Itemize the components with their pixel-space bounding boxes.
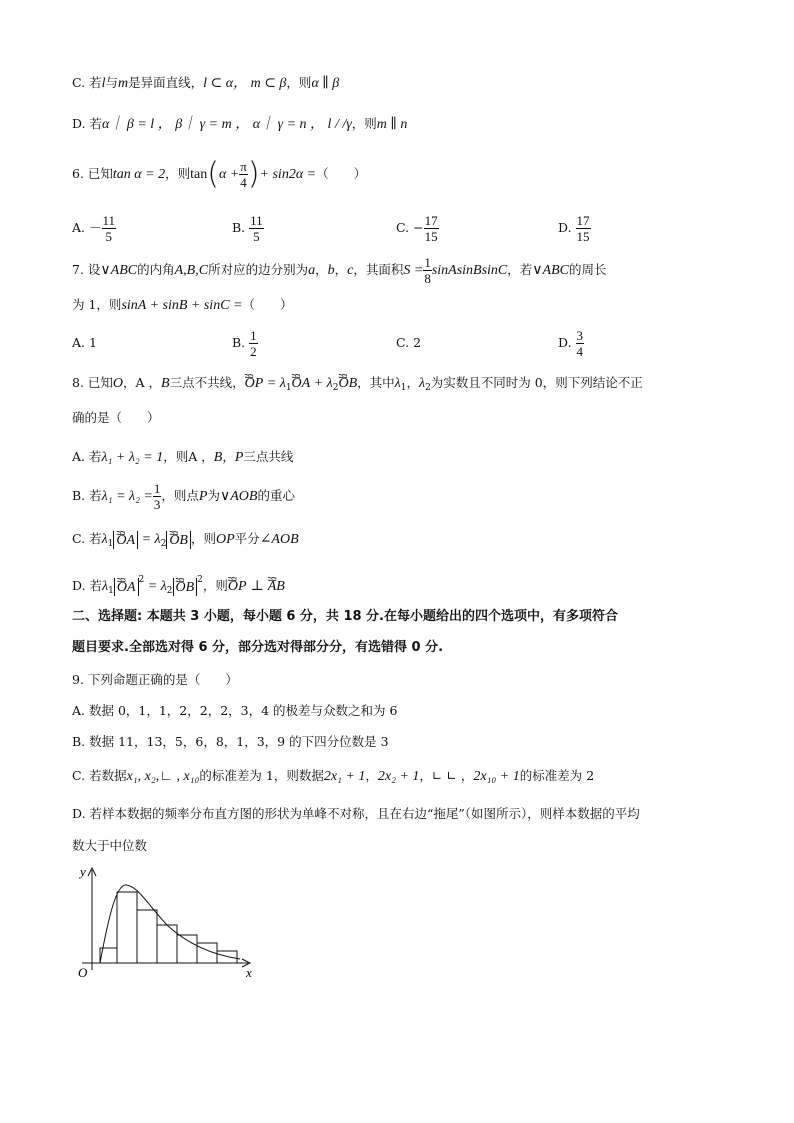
var-m: m: [117, 76, 129, 91]
vector-ab: ᴝᴝ AB: [268, 576, 285, 598]
q8-text4: ，: [406, 375, 419, 390]
y-axis-label: y: [80, 864, 86, 879]
q7-area: S =: [403, 263, 424, 278]
histogram-figure: [68, 860, 268, 985]
q7-a-label: A. 1: [72, 335, 97, 350]
q7-triangle: ∨ABC: [100, 263, 138, 278]
q8-c-text2: 平分: [234, 531, 260, 546]
q6-a-den: 5: [105, 229, 113, 244]
q8-b-text2: 为: [207, 488, 220, 503]
q9-c-e3: 2x₁₀ + 1: [473, 769, 520, 784]
q6-a-num: 11: [102, 213, 116, 228]
vector-op: ᴝᴝ OP: [245, 376, 264, 392]
q8-b-text3: 的重心: [257, 488, 295, 503]
q7-lead: 7. 设: [72, 262, 101, 277]
q5-d-result: m ∥ n: [376, 117, 408, 132]
q7-b-num: 1: [250, 328, 257, 343]
q7-fnum: 1: [424, 255, 431, 270]
q5-d-expr: α｜ β = l ， β｜ γ = m ， α｜ γ = n ， l / /γ: [102, 117, 352, 132]
q6-a-label: A.: [72, 220, 86, 235]
q7-b-den: 2: [250, 344, 257, 359]
section-2-title: 二、选择题: 本题共 3 小题，每小题 6 分，共 18 分.在每小题给出的四个选项中，有多项符合: [72, 609, 619, 624]
q6-tan: tan: [190, 167, 208, 182]
q7-option-d[interactable]: [558, 325, 584, 361]
q6-b-den: 5: [253, 229, 260, 244]
q5-c-lead: C. 若: [72, 75, 102, 90]
q8-b-lead: B. 若: [72, 488, 102, 503]
q7-b-label: B.: [232, 335, 246, 350]
q9-option-d-cont: 数大于中位数: [72, 838, 148, 853]
sep: ，: [365, 768, 378, 783]
q8-a-expr: λ₁ + λ₂ = 1: [101, 450, 164, 465]
q9-c-text: 的标准差为 1，则数据: [199, 768, 324, 783]
q8-b-text: ，则点: [161, 488, 199, 503]
q5-c-text2: 是异面直线，: [128, 75, 204, 90]
q7-d-label: D.: [558, 335, 572, 350]
sep: ，: [334, 262, 348, 277]
q5-c-result: α ∥ β: [311, 76, 340, 91]
q9-option-d[interactable]: D. 若样本数据的频率分布直方图的形状为单峰不对称，且在右边“拖尾”（如图所示），则样本数据的平均: [72, 806, 640, 821]
q8-plus: + λ: [310, 376, 333, 391]
q8-b-num: 1: [153, 481, 161, 496]
var-O: O: [112, 376, 124, 391]
q6-d-num: 17: [576, 213, 590, 228]
q8-text5: 为实数且不同时为 0，则下列结论不正: [430, 375, 643, 390]
q6-option-d[interactable]: [558, 208, 591, 248]
q9-c-e2: 2x₂ + 1: [377, 769, 420, 784]
q8-b-expr: λ₁ = λ₂ =: [101, 489, 153, 504]
abs-ob: [166, 531, 191, 549]
q6-b-frac: [249, 213, 264, 244]
q8-text3: ，其中: [357, 375, 395, 390]
q7-stem-line1: [72, 252, 607, 288]
abs-oa: [114, 578, 139, 596]
section-2-title-cont: 题目要求.全部选对得 6 分，部分选对得部分分，有选错得 0 分.: [72, 640, 444, 655]
q8-c-lead: C. 若: [72, 531, 102, 546]
q8-a-text2: ，: [222, 449, 235, 464]
q6-pi-over-4: [239, 159, 248, 190]
var-B: B: [161, 376, 170, 391]
left-paren: (: [207, 156, 219, 192]
q9-c-lead: C. 若数据: [72, 768, 127, 783]
q8-a-text: ，则A ，: [163, 449, 214, 464]
q6-condition: tan α = 2: [112, 167, 166, 182]
q7-angles: A,B,C: [174, 263, 209, 278]
var-P: P: [234, 450, 244, 465]
q6-lead: 6. 已知: [72, 166, 113, 181]
q7-fden: 8: [424, 271, 431, 286]
q5-c-expr: l ⊂ α， m ⊂ β: [203, 76, 287, 91]
q5-d-text: ，则: [351, 116, 377, 131]
q9-c-e1: 2x₁ + 1: [323, 769, 366, 784]
q6-c-sign: −: [413, 220, 424, 235]
sep: ，: [315, 262, 328, 277]
q7-l2-expr: sinA + sinB + sinC =: [121, 298, 243, 313]
vector-ob: ᴝᴝ OB: [338, 376, 357, 392]
var-l: l: [101, 76, 106, 91]
q7-text1: 的内角: [137, 262, 175, 277]
var-a: a: [308, 263, 316, 278]
vector-ob: ᴝᴝ OB: [176, 579, 195, 597]
q7-c-label: C. 2: [396, 335, 422, 350]
vector-oa: ᴝᴝ OA: [117, 579, 136, 597]
q6-four: 4: [240, 175, 247, 190]
q7-one-eighth: [423, 255, 432, 286]
q8-option-c[interactable]: C. 若$\lambda_1ᴝᴝ$ OA = $\lambda_2ᴝᴝ$ OB ，则OP平分∠AOB: [72, 528, 299, 550]
q6-b-label: B.: [232, 220, 246, 235]
q8-b-den: 3: [153, 497, 161, 512]
q8-b-triangle: ∨AOB: [220, 489, 258, 504]
q7-stem-line2: [72, 297, 293, 314]
lambda1: λ: [102, 579, 109, 594]
q7-text2: 所对应的边分别为: [208, 262, 309, 277]
origin-label: O: [78, 965, 88, 980]
q6-alpha: α +: [218, 167, 240, 182]
q8-d-lead: D. 若: [72, 578, 103, 593]
q7-text3: ，其面积: [353, 262, 404, 277]
q5-option-d[interactable]: [72, 116, 407, 133]
eq-sign: = λ: [144, 579, 167, 594]
q8-option-b[interactable]: [72, 478, 295, 514]
q8-c-text: ，则: [190, 531, 216, 546]
q9-option-a[interactable]: A. 数据 0，1，1，2，2，2，3，4 的极差与众数之和为 6: [72, 703, 398, 718]
lambda1: λ: [394, 376, 401, 391]
q6-rest: + sin2α =: [259, 167, 317, 182]
q7-d-frac: [576, 328, 585, 359]
q6-option-b[interactable]: [232, 208, 264, 248]
lambda1: λ: [101, 532, 108, 547]
q5-c-text: 与: [105, 75, 118, 90]
q8-c-op: OP: [216, 532, 235, 547]
q7-l2-text: 为 1，则: [72, 297, 122, 312]
eq-sign: = λ: [138, 532, 161, 547]
vector-oa: ᴝᴝ OA: [292, 376, 311, 392]
q9-c-text2: 的标准差为 2: [519, 768, 595, 783]
q7-option-a[interactable]: [72, 325, 97, 361]
histogram-bar: [117, 892, 137, 963]
q6-blank: （ ）: [316, 166, 367, 181]
q8-d-text: ，则: [202, 578, 228, 593]
q8-eq: = λ: [263, 376, 286, 391]
q8-stem-line2: 确的是（ ）: [72, 410, 160, 425]
q6-c-frac: [424, 213, 439, 244]
var-P: P: [198, 489, 208, 504]
vector-op: ᴝᴝ OP: [228, 576, 247, 598]
q8-c-angle: ∠AOB: [259, 532, 299, 547]
q7-d-num: 3: [576, 328, 584, 343]
q9-option-c[interactable]: [72, 768, 594, 785]
q9-stem: 9. 下列命题正确的是（ ）: [72, 672, 238, 687]
q6-a-sign: －: [89, 220, 102, 235]
q5-c-text3: ，则: [286, 75, 312, 90]
q7-triangle2: ∨ABC: [532, 263, 569, 278]
q8-a-text3: 三点共线: [243, 449, 294, 464]
q6-d-label: D.: [558, 220, 572, 235]
q6-stem: [72, 152, 366, 196]
var-b: b: [327, 263, 335, 278]
right-paren: ): [247, 156, 260, 192]
q6-d-frac: [576, 213, 591, 244]
q9-c-dots: ，∟ ∟ ，: [419, 768, 474, 783]
x-axis-label: x: [246, 965, 252, 980]
lambda2: λ: [418, 376, 426, 391]
q8-text1: ，A ，: [123, 375, 162, 390]
q8-stem-line1: 8. 已知O，A ，B三点不共线，ᴝᴝ OP = $\lambda_1ᴝᴝ$ OA + $\lambda_2ᴝᴝ$ OB，其中$\lambda_1$，$\lambda_2$为实数且不同时为 0，则下列结论不正: [72, 375, 643, 396]
q7-blank: （ ）: [242, 297, 293, 312]
q7-option-b[interactable]: [232, 325, 258, 361]
var-c: c: [347, 263, 354, 278]
q6-c-den: 15: [424, 229, 438, 244]
q6-a-frac: [102, 213, 117, 244]
q7-option-c[interactable]: [396, 325, 421, 361]
q9-c-xs: x₁, x₂,∟ , x₁₀: [126, 769, 200, 784]
q8-a-lead: A. 若: [72, 449, 102, 464]
abs-ob: [173, 578, 198, 596]
vector-oa: ᴝᴝ OA: [116, 532, 135, 550]
var-B: B: [213, 450, 223, 465]
q7-d-den: 4: [576, 344, 584, 359]
q6-b-num: 11: [250, 213, 263, 228]
q8-lead: 8. 已知: [72, 375, 113, 390]
vector-ob: ᴝᴝ OB: [169, 532, 188, 550]
perp-sign: ⊥: [250, 579, 264, 594]
histogram-bar: [137, 910, 157, 963]
histogram-bar: [177, 935, 197, 963]
q7-sins: sinAsinBsinC: [431, 263, 508, 278]
q6-c-label: C.: [396, 220, 410, 235]
q9-option-b[interactable]: B. 数据 11，13，5，6，8，1，3，9 的下四分位数是 3: [72, 734, 389, 749]
q8-option-d[interactable]: D. 若$\lambda_1ᴝᴝ$ OA $^2 = \lambda_2ᴝᴝ$ OB $^2$，则ᴝᴝ OP ⊥ ᴝᴝ AB: [72, 569, 285, 591]
q5-option-c[interactable]: [72, 75, 339, 92]
q8-option-a[interactable]: [72, 449, 293, 466]
q5-d-lead: D. 若: [72, 116, 103, 131]
abs-oa: [113, 531, 138, 549]
q6-d-den: 15: [576, 229, 590, 244]
q7-text4: ，若: [507, 262, 533, 277]
q6-option-c[interactable]: [396, 208, 439, 248]
q7-b-frac: [249, 328, 258, 359]
q6-text: ，则: [165, 166, 191, 181]
q8-text2: 三点不共线，: [169, 375, 245, 390]
q6-c-num: 17: [424, 213, 438, 228]
q6-pi: π: [240, 159, 247, 174]
q7-text5: 的周长: [569, 262, 607, 277]
q6-option-a[interactable]: [72, 208, 116, 248]
